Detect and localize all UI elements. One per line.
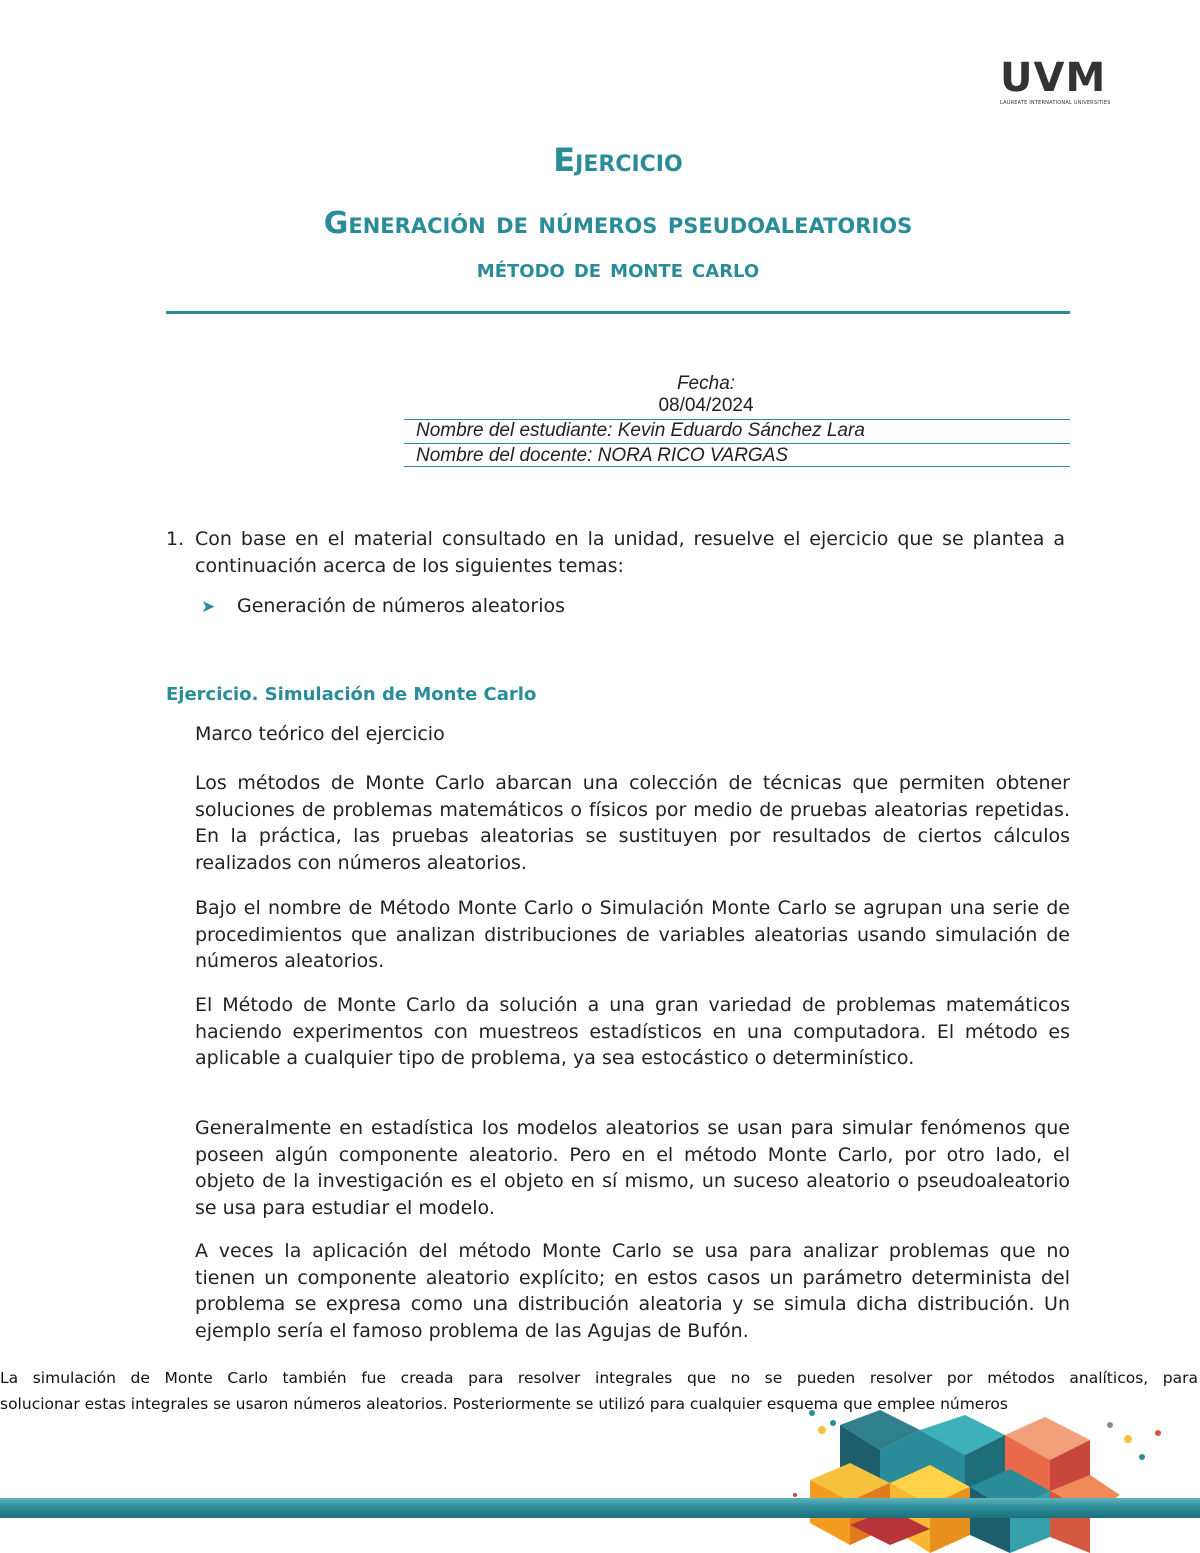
paragraph: A veces la aplicación del método Monte Carlo se usa para analizar problemas que no tienen un componente aleatorio explícito; en estos casos un parámetro determinista del problema se expresa como una distribución aleatoria y se simula dicha distribución. Un ejemplo sería el famoso problema de las Agujas de Bufón.: [195, 1240, 1070, 1342]
topic-bullet: Generación de números aleatorios: [237, 595, 566, 617]
overflow-text-line1: La simulación de Monte Carlo también fue creada para resolver integrales que no se pueden resolver por métodos analíticos, para: [0, 1369, 1198, 1387]
logo-text: UVM: [1000, 55, 1107, 101]
student-name: Nombre del estudiante: Kevin Eduardo Sánchez Lara: [416, 420, 865, 441]
meta-divider: [404, 466, 1070, 467]
paragraph: Generalmente en estadística los modelos aleatorios se usan para simular fenómenos que poseen algún componente aleatorio. Pero en el método Monte Carlo, por otro lado, el objeto de la investigación es el objeto en sí mismo, un suceso aleatorio o pseudoaleatorio se usa para estudiar el modelo.: [195, 1117, 1070, 1219]
teacher-name: Nombre del docente: NORA RICO VARGAS: [416, 445, 789, 466]
uvm-logo: [1000, 55, 1124, 108]
document-title: Ejercicio: [553, 141, 683, 179]
date-value: 08/04/2024: [658, 395, 754, 416]
document-subtitle-line1: Generación de números pseudoaleatorios: [323, 206, 913, 241]
paragraph: Los métodos de Monte Carlo abarcan una colección de técnicas que permiten obtener soluciones de problemas matemáticos o físicos por medio de pruebas aleatorias repetidas. En la práctica, las pruebas aleatorias se sustituyen por resultados de ciertos cálculos realizados con números aleatorios.: [195, 772, 1070, 874]
document-subtitle-line2: método de monte carlo: [476, 254, 760, 284]
footer-band: [0, 1494, 1200, 1522]
question-number: 1.: [166, 528, 185, 550]
question-text: Con base en el material consultado en la unidad, resuelve el ejercicio que se plantea a continuación acerca de los siguientes temas:: [195, 528, 1065, 577]
section-subheading: Marco teórico del ejercicio: [195, 723, 445, 745]
overflow-text-line2: solucionar estas integrales se usaron números aleatorios. Posteriormente se utilizó para cualquier esquema que emplee números: [0, 1395, 1008, 1413]
arrow-bullet-icon: ➤: [201, 597, 216, 617]
title-divider: [166, 311, 1070, 314]
paragraph: El Método de Monte Carlo da solución a una gran variedad de problemas matemáticos haciendo experimentos con muestreos estadísticos en una computadora. El método es aplicable a cualquier tipo de problema, ya sea estocástico o determinístico.: [195, 994, 1070, 1070]
date-label: Fecha:: [676, 373, 736, 394]
section-heading: Ejercicio. Simulación de Monte Carlo: [166, 684, 537, 705]
logo-tagline: LAUREATE INTERNATIONAL UNIVERSITIES: [1000, 100, 1111, 106]
paragraph: Bajo el nombre de Método Monte Carlo o Simulación Monte Carlo se agrupan una serie de procedimientos que analizan distribuciones de variables aleatorias usando simulación de números aleatorios.: [195, 897, 1070, 973]
decorative-cubes-graphic: [770, 1405, 1200, 1553]
